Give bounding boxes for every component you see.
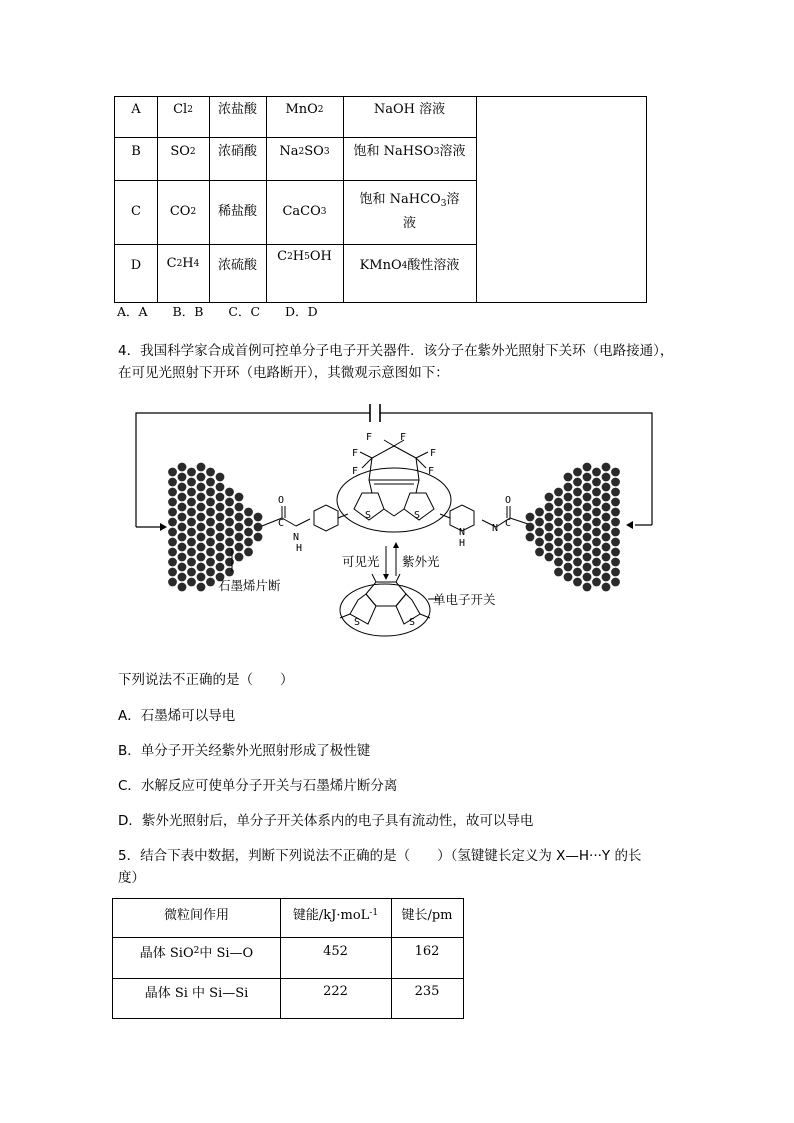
graphene-atom xyxy=(554,518,563,527)
graphene-atom xyxy=(554,568,563,577)
graphene-atom xyxy=(573,558,582,567)
solution-cell: NaOH 溶液 xyxy=(373,102,446,117)
graphene-atom xyxy=(225,548,234,557)
atom-label: C xyxy=(278,518,285,529)
graphene-atom xyxy=(225,508,234,517)
graphene-atom xyxy=(168,578,177,587)
graphene-atom xyxy=(611,518,620,527)
graphene-atom xyxy=(197,503,206,512)
graphene-atom xyxy=(564,573,573,582)
graphene-atom xyxy=(564,523,573,532)
graphene-atom xyxy=(197,513,206,522)
graphene-atom xyxy=(583,563,592,572)
gas-cell: CO 2 xyxy=(169,204,197,219)
atom-label: O xyxy=(278,495,285,506)
graphene-atom xyxy=(168,538,177,547)
graphene-atom xyxy=(254,523,263,532)
graphene-atom xyxy=(545,503,554,512)
graphene-atom xyxy=(178,533,187,542)
atom-label: H xyxy=(459,538,466,549)
graphene-atom xyxy=(187,548,196,557)
graphene-atom xyxy=(554,548,563,557)
acid-cell: 稀盐酸 xyxy=(217,204,257,219)
graphene-atom xyxy=(168,498,177,507)
graphene-atom xyxy=(554,558,563,567)
graphene-atom xyxy=(168,508,177,517)
graphene-atom xyxy=(583,553,592,562)
graphene-atom xyxy=(564,553,573,562)
graphene-atom xyxy=(178,503,187,512)
table-cell-name: 晶体 Si 中 Si—Si xyxy=(144,985,249,1001)
graphene-atom xyxy=(197,493,206,502)
graphene-atom xyxy=(187,518,196,527)
graphene-atom xyxy=(583,463,592,472)
q4-option-c: C．水解反应可使单分子开关与石墨烯片断分离 xyxy=(118,778,398,794)
graphene-atom xyxy=(168,568,177,577)
graphene-atom xyxy=(178,573,187,582)
graphene-atom xyxy=(187,568,196,577)
header-length: 键长/pm xyxy=(401,907,453,923)
atom-label: N xyxy=(293,532,300,543)
graphene-atom xyxy=(216,563,225,572)
graphene-atom xyxy=(168,548,177,557)
graphene-atom xyxy=(178,483,187,492)
graphene-atom xyxy=(602,573,611,582)
graphene-atom xyxy=(235,543,244,552)
q4-stem-line2: 在可见光照射下开环（电路断开），其微观示意图如下： xyxy=(118,365,449,381)
graphene-atom xyxy=(602,513,611,522)
graphene-atom xyxy=(583,473,592,482)
arrow-icon xyxy=(626,521,633,529)
graphene-atom xyxy=(535,548,544,557)
solution-cell: 饱和 NaHSO 3 溶液 xyxy=(353,144,466,159)
graphene-atom xyxy=(545,493,554,502)
graphene-atom xyxy=(168,518,177,527)
graphene-atom xyxy=(178,463,187,472)
graphene-atom xyxy=(602,473,611,482)
graphene-atom xyxy=(611,498,620,507)
atom-label: S xyxy=(409,617,416,628)
graphene-atom xyxy=(592,578,601,587)
graphene-atom xyxy=(216,543,225,552)
graphene-atom xyxy=(244,508,253,517)
atom-label: O xyxy=(505,495,512,506)
graphene-atom xyxy=(235,553,244,562)
atom-label: F xyxy=(352,466,359,477)
graphene-atom xyxy=(573,498,582,507)
solid-cell: CaCO 3 xyxy=(282,204,327,219)
uv-light-label: 紫外光 xyxy=(402,554,440,569)
graphene-atom xyxy=(564,543,573,552)
q4-option-d: D．紫外光照射后，单分子开关体系内的电子具有流动性，故可以导电 xyxy=(118,813,534,829)
graphene-atom xyxy=(583,483,592,492)
graphene-right xyxy=(526,463,620,592)
atom-label: F xyxy=(428,466,435,477)
acid-cell: 浓硫酸 xyxy=(217,258,257,273)
graphene-atom xyxy=(216,493,225,502)
table-cell-length: 235 xyxy=(414,983,440,999)
atom-label: F xyxy=(400,432,407,443)
solution-cell: 饱和 NaHCO$_3$溶 液 xyxy=(359,192,460,231)
graphene-atom xyxy=(206,538,215,547)
graphene-atom xyxy=(602,483,611,492)
solid-cell: C 2 H 5 OH xyxy=(277,249,332,264)
graphene-atom xyxy=(545,533,554,542)
graphene-atom xyxy=(187,508,196,517)
graphene-atom xyxy=(602,523,611,532)
table-row-label: C xyxy=(131,204,141,219)
arrow-icon xyxy=(160,523,167,531)
graphene-atom xyxy=(602,583,611,592)
graphene-atom xyxy=(225,518,234,527)
graphene-atom xyxy=(535,508,544,517)
graphene-atom xyxy=(254,513,263,522)
graphene-atom xyxy=(592,508,601,517)
graphene-atom xyxy=(178,583,187,592)
graphene-atom xyxy=(216,513,225,522)
graphene-atom xyxy=(225,538,234,547)
graphene-atom xyxy=(564,533,573,542)
graphene-atom xyxy=(206,568,215,577)
gas-cell: C 2 H 4 xyxy=(166,256,200,271)
graphene-atom xyxy=(573,508,582,517)
graphene-atom xyxy=(187,488,196,497)
graphene-atom xyxy=(178,473,187,482)
header-energy: 键能/kJ·moL -1 xyxy=(292,907,379,923)
arrow-down-icon xyxy=(383,574,389,580)
table-row-label: A xyxy=(131,102,141,117)
graphene-atom xyxy=(225,558,234,567)
graphene-atom xyxy=(206,548,215,557)
header-interaction: 微粒间作用 xyxy=(163,907,229,923)
graphene-atom xyxy=(602,463,611,472)
graphene-atom xyxy=(216,483,225,492)
graphene-atom xyxy=(187,498,196,507)
graphene-atom xyxy=(592,538,601,547)
graphene-atom xyxy=(235,523,244,532)
graphene-atom xyxy=(235,513,244,522)
graphene-atom xyxy=(573,518,582,527)
graphene-atom xyxy=(178,513,187,522)
graphene-atom xyxy=(564,563,573,572)
graphene-atom xyxy=(178,563,187,572)
q3-options: A．A B．B C．C D．D xyxy=(117,304,318,319)
graphene-atom xyxy=(206,528,215,537)
graphene-atom xyxy=(611,508,620,517)
graphene-atom xyxy=(187,528,196,537)
graphene-atom xyxy=(535,528,544,537)
graphene-atom xyxy=(244,528,253,537)
graphene-atom xyxy=(187,558,196,567)
graphene-atom xyxy=(216,523,225,532)
graphene-atom xyxy=(206,558,215,567)
graphene-atom xyxy=(225,498,234,507)
graphene-atom xyxy=(554,488,563,497)
graphene-atom xyxy=(564,473,573,482)
graphene-atom xyxy=(526,533,535,542)
graphene-atom xyxy=(583,503,592,512)
graphene-atom xyxy=(554,538,563,547)
graphene-atom xyxy=(592,528,601,537)
graphene-atom xyxy=(235,533,244,542)
graphene-atom xyxy=(583,523,592,532)
graphene-atom xyxy=(197,483,206,492)
graphene-atom xyxy=(602,563,611,572)
graphene-atom xyxy=(592,498,601,507)
graphene-atom xyxy=(168,478,177,487)
atom-label: F xyxy=(430,448,437,459)
graphene-atom xyxy=(206,498,215,507)
graphene-atom xyxy=(178,543,187,552)
arrow-up-icon xyxy=(393,542,399,548)
graphene-atom xyxy=(611,478,620,487)
atom-label: S xyxy=(354,617,361,628)
acid-cell: 浓盐酸 xyxy=(217,102,257,117)
graphene-atom xyxy=(187,538,196,547)
graphene-atom xyxy=(573,578,582,587)
graphene-atom xyxy=(602,503,611,512)
graphene-atom xyxy=(583,513,592,522)
graphene-atom xyxy=(592,558,601,567)
graphene-atom xyxy=(197,463,206,472)
graphene-atom xyxy=(187,578,196,587)
graphene-atom xyxy=(554,498,563,507)
graphene-atom xyxy=(573,528,582,537)
atom-label: N xyxy=(459,527,466,538)
atom-label: C xyxy=(505,518,512,529)
graphene-atom xyxy=(602,493,611,502)
graphene-atom xyxy=(592,468,601,477)
graphene-atom xyxy=(168,558,177,567)
graphene-atom xyxy=(168,488,177,497)
graphene-atom xyxy=(611,548,620,557)
graphene-atom xyxy=(573,538,582,547)
graphene-atom xyxy=(535,518,544,527)
gas-cell: SO 2 xyxy=(170,144,196,159)
graphene-atom xyxy=(216,473,225,482)
graphene-atom xyxy=(197,543,206,552)
table-row-label: B xyxy=(131,144,141,159)
graphene-atom xyxy=(554,528,563,537)
graphene-atom xyxy=(573,488,582,497)
graphene-atom xyxy=(592,548,601,557)
atom-label: H xyxy=(296,543,303,554)
table-cell-energy: 452 xyxy=(323,943,348,959)
atom-label: F xyxy=(366,432,373,443)
graphene-atom xyxy=(611,558,620,567)
graphene-atom xyxy=(216,503,225,512)
graphene-atom xyxy=(611,528,620,537)
graphene-atom xyxy=(197,563,206,572)
graphene-left xyxy=(168,463,262,592)
graphene-atom xyxy=(611,578,620,587)
table-cell-energy: 222 xyxy=(323,983,348,999)
graphene-atom xyxy=(216,533,225,542)
table-cell-name: 晶体 SiO 2 中 Si—O xyxy=(139,945,254,961)
graphene-atom xyxy=(225,568,234,577)
q4-stem-line1: 4．我国科学家合成首例可控单分子电子开关器件．该分子在紫外光照射下关环（电路接通）， xyxy=(118,343,674,359)
graphene-atom xyxy=(197,533,206,542)
q4-option-b: B．单分子开关经紫外光照射形成了极性键 xyxy=(118,743,371,759)
graphene-atom xyxy=(592,488,601,497)
graphene-atom xyxy=(244,548,253,557)
graphene-atom xyxy=(168,528,177,537)
q4-option-a: A．石墨烯可以导电 xyxy=(118,708,236,724)
bond-data-table xyxy=(112,898,464,1019)
graphene-atom xyxy=(197,473,206,482)
graphene-atom xyxy=(564,513,573,522)
graphene-atom xyxy=(611,488,620,497)
graphene-atom xyxy=(216,553,225,562)
table-row-label: D xyxy=(130,258,142,273)
graphene-atom xyxy=(602,533,611,542)
graphene-atom xyxy=(611,538,620,547)
graphene-atom xyxy=(602,543,611,552)
solid-cell: MnO 2 xyxy=(285,102,324,117)
graphene-atom xyxy=(206,518,215,527)
graphene-atom xyxy=(535,538,544,547)
q5-stem-line1: 5．结合下表中数据，判断下列说法不正确的是（ ）（氢键键长定义为 X—H···Y 的长 xyxy=(118,848,642,864)
graphene-atom xyxy=(206,578,215,587)
graphene-atom xyxy=(225,528,234,537)
graphene-atom xyxy=(526,513,535,522)
graphene-atom xyxy=(244,518,253,527)
solid-cell: Na 2 SO 3 xyxy=(279,144,330,159)
graphene-atom xyxy=(564,503,573,512)
graphene-atom xyxy=(583,583,592,592)
graphene-atom xyxy=(545,553,554,562)
graphene-atom xyxy=(583,543,592,552)
graphene-atom xyxy=(573,548,582,557)
graphene-atom xyxy=(602,553,611,562)
graphene-label: 石墨烯片断 xyxy=(218,578,281,593)
graphene-atom xyxy=(178,553,187,562)
graphene-atom xyxy=(611,568,620,577)
graphene-atom xyxy=(206,468,215,477)
graphene-atom xyxy=(545,513,554,522)
atom-label: S xyxy=(365,510,372,521)
solution-cell: KMnO 4 酸性溶液 xyxy=(359,258,460,273)
graphene-atom xyxy=(592,518,601,527)
graphene-atom xyxy=(573,478,582,487)
graphene-atom xyxy=(178,493,187,502)
switch-label: 单电子开关 xyxy=(433,592,496,607)
graphene-atom xyxy=(564,483,573,492)
table-cell-length: 162 xyxy=(414,943,440,959)
atom-label: S xyxy=(414,510,421,521)
graphene-atom xyxy=(225,488,234,497)
atom-label: F xyxy=(352,448,359,459)
atom-label: N xyxy=(492,523,499,534)
gas-cell: Cl 2 xyxy=(173,102,193,117)
graphene-atom xyxy=(178,523,187,532)
graphene-atom xyxy=(187,468,196,477)
visible-light-label: 可见光 xyxy=(342,554,380,569)
graphene-atom xyxy=(206,488,215,497)
graphene-atom xyxy=(206,508,215,517)
graphene-atom xyxy=(573,568,582,577)
graphene-atom xyxy=(564,493,573,502)
graphene-atom xyxy=(235,493,244,502)
q4-question: 下列说法不正确的是（ ） xyxy=(118,672,294,688)
q5-stem-line2: 度） xyxy=(118,870,145,886)
graphene-atom xyxy=(592,478,601,487)
graphene-atom xyxy=(592,568,601,577)
graphene-atom xyxy=(545,543,554,552)
acid-cell: 浓硝酸 xyxy=(217,144,257,159)
graphene-atom xyxy=(168,468,177,477)
graphene-atom xyxy=(197,573,206,582)
graphene-atom xyxy=(554,508,563,517)
graphene-atom xyxy=(573,468,582,477)
graphene-atom xyxy=(611,468,620,477)
graphene-atom xyxy=(197,553,206,562)
graphene-atom xyxy=(206,478,215,487)
graphene-atom xyxy=(235,503,244,512)
graphene-atom xyxy=(583,573,592,582)
graphene-atom xyxy=(197,583,206,592)
graphene-atom xyxy=(583,533,592,542)
graphene-atom xyxy=(583,493,592,502)
graphene-atom xyxy=(187,478,196,487)
graphene-atom xyxy=(545,523,554,532)
graphene-atom xyxy=(197,523,206,532)
graphene-atom xyxy=(254,533,263,542)
graphene-atom xyxy=(244,538,253,547)
